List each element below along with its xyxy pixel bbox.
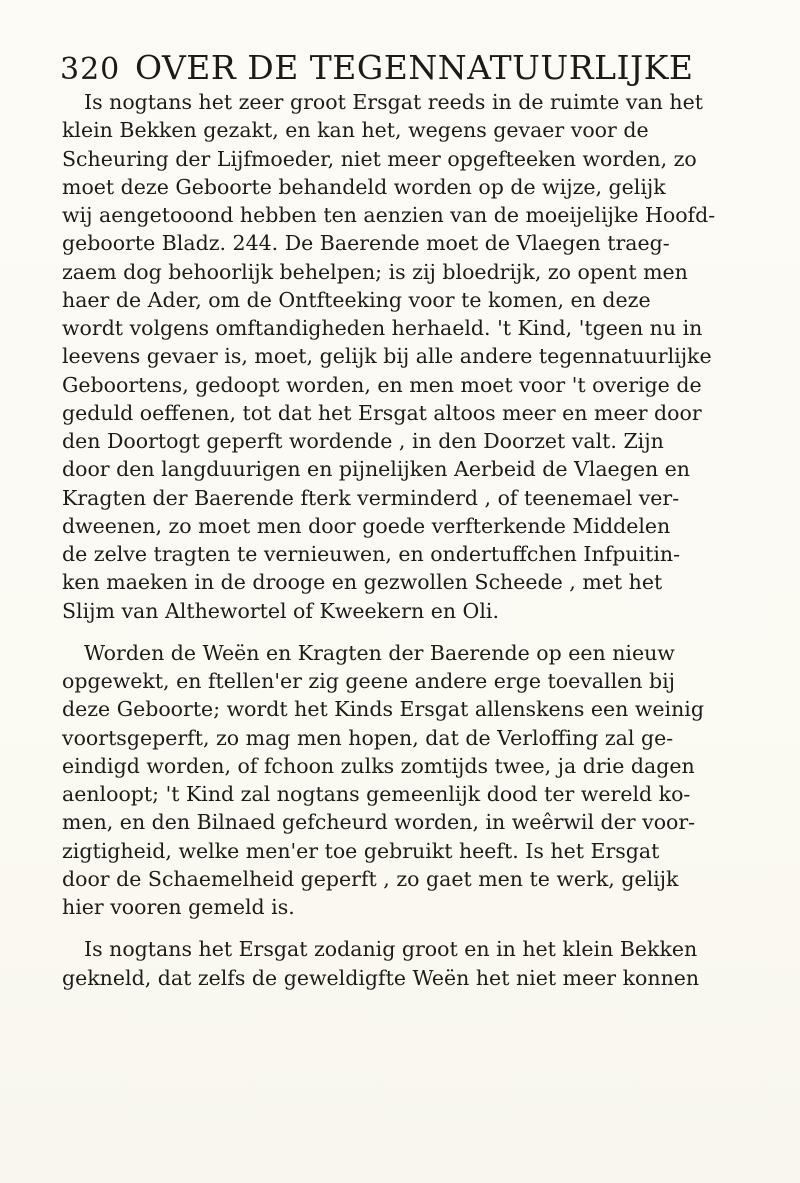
text-line: ken maeken in de drooge en gezwollen Scheede , met het — [62, 570, 663, 595]
text-line: dweenen, zo moet men door goede verfterkende Middelen — [62, 513, 671, 538]
text-line: voortsgeperft, zo mag men hopen, dat de Verloffing zal ge- — [62, 725, 674, 750]
text-line: aenloopt; 't Kind zal nogtans gemeenlijk dood ter wereld ko- — [62, 782, 691, 806]
text-line: Kragten der Baerende fterk verminderd , of teenemael ver- — [62, 485, 680, 510]
text-line: geduld oeffenen, tot dat het Ersgat altoos meer en meer door — [62, 400, 702, 425]
text-line: Scheuring der Lijfmoeder, niet meer opgefteeken worden, zo — [62, 146, 697, 171]
paragraph — [62, 935, 782, 992]
text-line: men, en den Bilnaed gefcheurd worden, in weêrwil der voor- — [62, 810, 696, 835]
text-line: leevens gevaer is, moet, gelijk bij alle andere tegennatuurlijke — [62, 344, 712, 369]
paragraph — [62, 639, 782, 922]
body-text — [62, 88, 782, 992]
text-line: door den langduurigen en pijnelijken Aerbeid de Vlaegen en — [62, 457, 691, 482]
text-line: Worden de Weën en Kragten der Baerende op een nieuw — [84, 640, 675, 665]
text-line: geboorte Bladz. 244. De Baerende moet de Vlaegen traeg- — [62, 231, 670, 256]
paragraph — [62, 88, 782, 625]
text-line: wij aengetooond hebben ten aenzien van de moeijelijke Hoofd- — [62, 203, 716, 227]
text-line: deze Geboorte; wordt het Kinds Ersgat allenskens een weinig — [62, 697, 704, 722]
page-header — [60, 44, 760, 94]
text-line: Geboortens, gedoopt worden, en men moet voor 't overige de — [62, 372, 702, 397]
text-line: Slijm van Althewortel of Kweekern en Oli. — [62, 598, 499, 623]
text-line: haer de Ader, om de Ontfteeking voor te komen, en deze — [62, 287, 651, 312]
text-line: zaem dog behoorlijk behelpen; is zij bloedrijk, zo opent men — [62, 259, 688, 284]
text-line: opgewekt, en ftellen'er zig geene andere erge toevallen bij — [62, 669, 676, 693]
text-line: Is nogtans het zeer groot Ersgat reeds in de ruimte van het — [84, 90, 703, 114]
page-number: 320 — [60, 52, 121, 87]
text-line: de zelve tragten te vernieuwen, en ondertuffchen Infpuitin- — [62, 542, 681, 566]
text-line: eindigd worden, of fchoon zulks zomtijds twee, ja drie dagen — [62, 753, 695, 778]
text-line: zigtigheid, welke men'er toe gebruikt heeft. Is het Ersgat — [62, 838, 660, 863]
text-line: klein Bekken gezakt, en kan het, wegens gevaer voor de — [62, 118, 649, 143]
text-line: gekneld, dat zelfs de geweldigfte Weën het niet meer konnen — [62, 965, 700, 990]
text-line: hier vooren gemeld is. — [62, 895, 295, 919]
text-line: door de Schaemelheid geperft , zo gaet men te werk, gelijk — [62, 866, 679, 891]
text-line: moet deze Geboorte behandeld worden op de wijze, gelijk — [62, 174, 666, 199]
text-line: wordt volgens omftandigheden herhaeld. 't Kind, 'tgeen nu in — [62, 316, 703, 340]
running-title: OVER DE TEGENNATUURLIJKE — [135, 48, 694, 87]
text-line: Is nogtans het Ersgat zodanig groot en in het klein Bekken — [84, 937, 698, 962]
text-line: den Doortogt geperft wordende , in den Doorzet valt. Zijn — [62, 429, 664, 453]
